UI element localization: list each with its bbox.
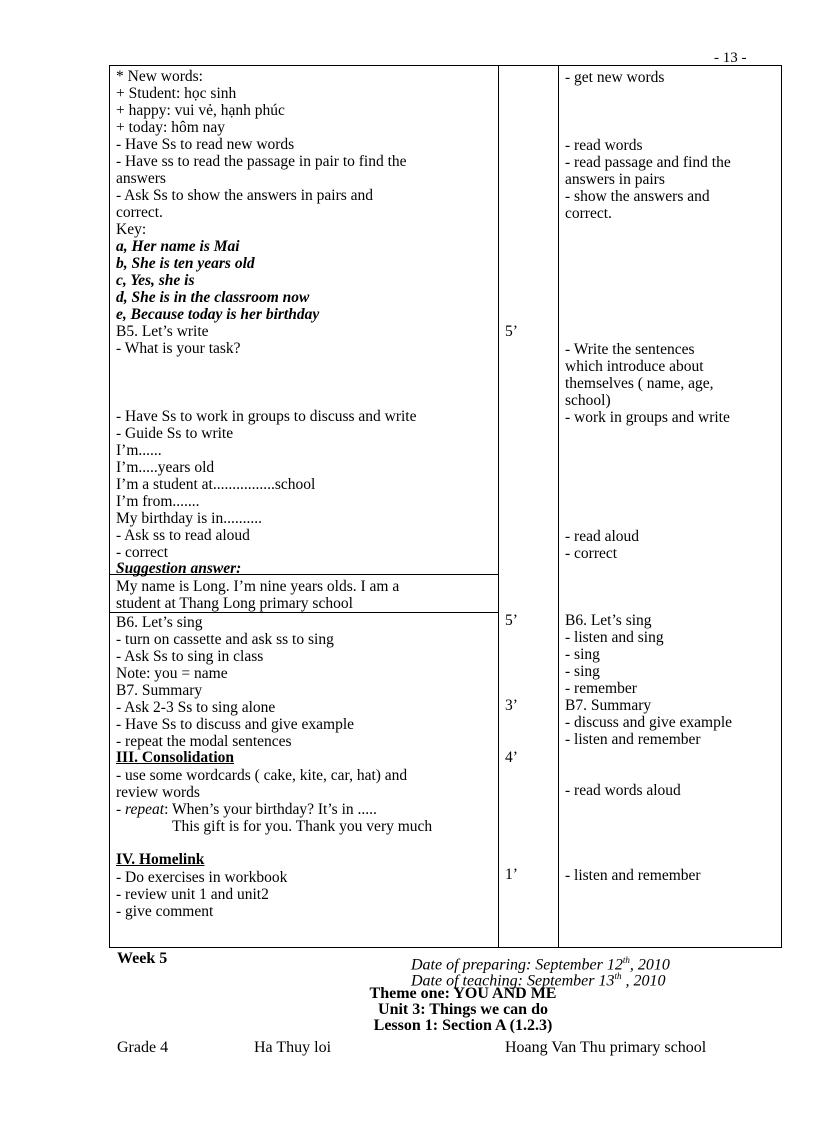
teacher-activity-line: Note: you = name [116,665,228,682]
teacher-activity-line: + today: hôm nay [116,119,226,136]
student-activity-line: - correct [565,545,618,562]
teacher-activity-line: My name is Long. I’m nine years olds. I am a [116,578,400,595]
time-value: 4’ [505,749,518,766]
row-divider [110,612,498,613]
teacher-activity-line: I’m a student at................school [116,476,316,493]
teacher-activity-line: - Do exercises in workbook [116,869,288,886]
teacher-activity-line: B7. Summary [116,682,203,699]
student-activity-line: - listen and remember [565,867,701,884]
teacher-activity-line: My birthday is in.......... [116,510,262,527]
student-activity-line: - sing [565,663,600,680]
date-teaching-year: , 2010 [621,972,666,990]
lesson-title: Lesson 1: Section A (1.2.3) [373,1017,553,1034]
student-activity-line: - sing [565,646,600,663]
student-activity-line: - listen and remember [565,731,701,748]
time-value: 3’ [505,697,518,714]
teacher-activity-line: review words [116,784,200,801]
teacher-activity-line: - Ask Ss to show the answers in pairs and [116,187,374,204]
date-preparing-year: , 2010 [629,956,670,974]
teacher-activity-line: I’m from....... [116,493,200,510]
time-value: 5’ [505,323,518,340]
teacher-activity-line: correct. [116,204,163,221]
teacher-activity-line: e, Because today is her birthday [116,306,320,323]
grade-label: Grade 4 [117,1039,169,1056]
time-value: 1’ [505,866,518,883]
teacher-activity-line: - What is your task? [116,340,241,357]
teacher-activity-line: - Have Ss to work in groups to discuss and write [116,408,417,425]
teacher-activity-line: III. Consolidation [116,749,235,766]
teacher-activity-line: - give comment [116,903,214,920]
teacher-activity-line: - use some wordcards ( cake, kite, car, hat) and [116,767,408,784]
teacher-activity-line: - Have Ss to discuss and give example [116,716,355,733]
page-number: - 13 - [714,50,747,66]
teacher-activity-line: - repeat: When’s your birthday? It’s in ..... [116,801,377,818]
student-activity-line: answers in pairs [565,171,665,188]
teacher-activity-line: d, She is in the classroom now [116,289,310,306]
teacher-activity-line: - Have Ss to read new words [116,136,295,153]
teacher-activity-line: c, Yes, she is [116,272,195,289]
student-activity-line: - remember [565,680,637,697]
teacher-activity-line: - review unit 1 and unit2 [116,886,269,903]
teacher-activity-line: Suggestion answer: [116,560,242,577]
student-activity-line: - show the answers and [565,188,710,205]
column-divider [498,66,499,947]
time-value: 5’ [505,612,518,629]
student-activity-line: - read aloud [565,528,640,545]
unit-title: Unit 3: Things we can do [378,1001,548,1018]
teacher-activity-line: - Guide Ss to write [116,425,234,442]
teacher-activity-line: a, Her name is Mai [116,238,240,255]
teacher-activity-line: - Ask ss to read aloud [116,527,250,544]
student-activity-line: - Write the sentences [565,341,695,358]
date-preparing-text: Date of preparing: September 12 [411,956,623,974]
school-name: Hoang Van Thu primary school [505,1039,707,1056]
student-activity-line: which introduce about [565,358,704,375]
teacher-activity-line: B5. Let’s write [116,323,209,340]
student-activity-line: - read words [565,137,643,154]
date-preparing-ordinal: th [622,955,630,965]
student-activity-line: B7. Summary [565,697,652,714]
student-activity-line: - read passage and find the [565,154,731,171]
week-label: Week 5 [117,950,168,967]
teacher-activity-line: + happy: vui vẻ, hạnh phúc [116,102,285,119]
student-activity-line: correct. [565,205,612,222]
column-divider [558,66,559,947]
student-activity-line: school) [565,392,611,409]
teacher-activity-line: student at Thang Long primary school [116,595,353,612]
student-activity-line: themselves ( name, age, [565,375,714,392]
teacher-activity-line: B6. Let’s sing [116,614,203,631]
teacher-activity-line: - repeat the modal sentences [116,733,292,750]
teacher-activity-line: - Ask 2-3 Ss to sing alone [116,699,276,716]
student-activity-line: - discuss and give example [565,714,733,731]
teacher-activity-line: - Ask Ss to sing in class [116,648,264,665]
teacher-activity-line: * New words: [116,68,203,85]
teacher-activity-line: b, She is ten years old [116,255,255,272]
student-activity-line: B6. Let’s sing [565,612,652,629]
student-activity-line: - get new words [565,69,665,86]
date-teaching-text: Date of teaching: September 13 [411,972,615,990]
student-activity-line: - read words aloud [565,782,681,799]
teacher-activity-line: answers [116,170,166,187]
theme-title: Theme one: YOU AND ME [369,985,557,1002]
teacher-activity-line: IV. Homelink [116,851,205,868]
teacher-activity-line: - Have ss to read the passage in pair to find the [116,153,407,170]
teacher-activity-line: - correct [116,544,169,561]
student-activity-line: - work in groups and write [565,409,730,426]
teacher-activity-line: I’m.....years old [116,459,215,476]
teacher-name: Ha Thuy loi [254,1039,332,1056]
teacher-activity-line: I’m...... [116,442,162,459]
teacher-activity-line: - turn on cassette and ask ss to sing [116,631,334,648]
date-teaching-ordinal: th [614,971,622,981]
teacher-activity-line: Key: [116,221,147,238]
teacher-activity-line: This gift is for you. Thank you very much [172,818,433,835]
teacher-activity-line: + Student: học sinh [116,85,237,102]
student-activity-line: - listen and sing [565,629,664,646]
